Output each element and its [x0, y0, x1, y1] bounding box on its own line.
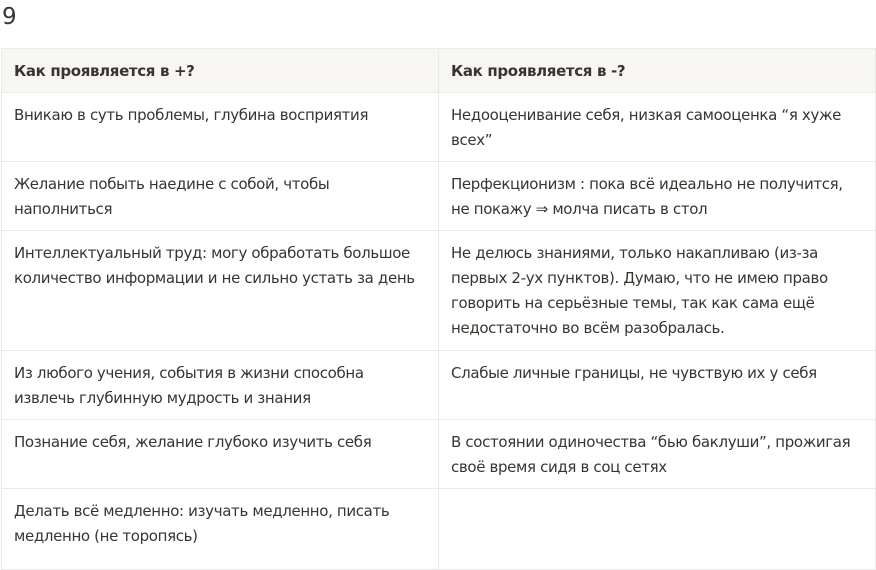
table-row — [2, 420, 876, 489]
page-heading: 9 — [2, 4, 17, 30]
table-row — [2, 93, 876, 162]
table-cell[interactable]: Желание побыть наедине с собой, чтобы наполниться — [2, 162, 439, 231]
table-header-row — [2, 49, 876, 93]
table-cell[interactable]: Из любого учения, события в жизни способна извлечь глубинную мудрость и знания — [2, 351, 439, 420]
table-row — [2, 231, 876, 351]
table-cell-empty[interactable] — [439, 489, 876, 570]
table-cell[interactable]: Делать всё медленно: изучать медленно, писать медленно (не торопясь) — [2, 489, 439, 570]
table-cell[interactable]: Интеллектуальный труд: могу обработать большое количество информации и не сильно устать за день — [2, 231, 439, 351]
table-cell[interactable]: В состоянии одиночества “бью баклуши”, прожигая своё время сидя в соц сетях — [439, 420, 876, 489]
comparison-table — [1, 48, 876, 570]
column-header-negative[interactable]: Как проявляется в -? — [439, 49, 876, 93]
table-row — [2, 162, 876, 231]
table-row — [2, 351, 876, 420]
table-cell[interactable]: Перфекционизм : пока всё идеально не получится, не покажу ⇒ молча писать в стол — [439, 162, 876, 231]
table-cell[interactable]: Вникаю в суть проблемы, глубина восприятия — [2, 93, 439, 162]
table-cell[interactable]: Недооценивание себя, низкая самооценка “я хуже всех” — [439, 93, 876, 162]
table-cell[interactable]: Познание себя, желание глубоко изучить себя — [2, 420, 439, 489]
table-row — [2, 489, 876, 570]
table-cell[interactable]: Не делюсь знаниями, только накапливаю (из-за первых 2-ух пунктов). Думаю, что не имею право говорить на серьёзные темы, так как сама ещё недостаточно во всём разобралась. — [439, 231, 876, 351]
table-cell[interactable]: Слабые личные границы, не чувствую их у себя — [439, 351, 876, 420]
column-header-positive[interactable]: Как проявляется в +? — [2, 49, 439, 93]
